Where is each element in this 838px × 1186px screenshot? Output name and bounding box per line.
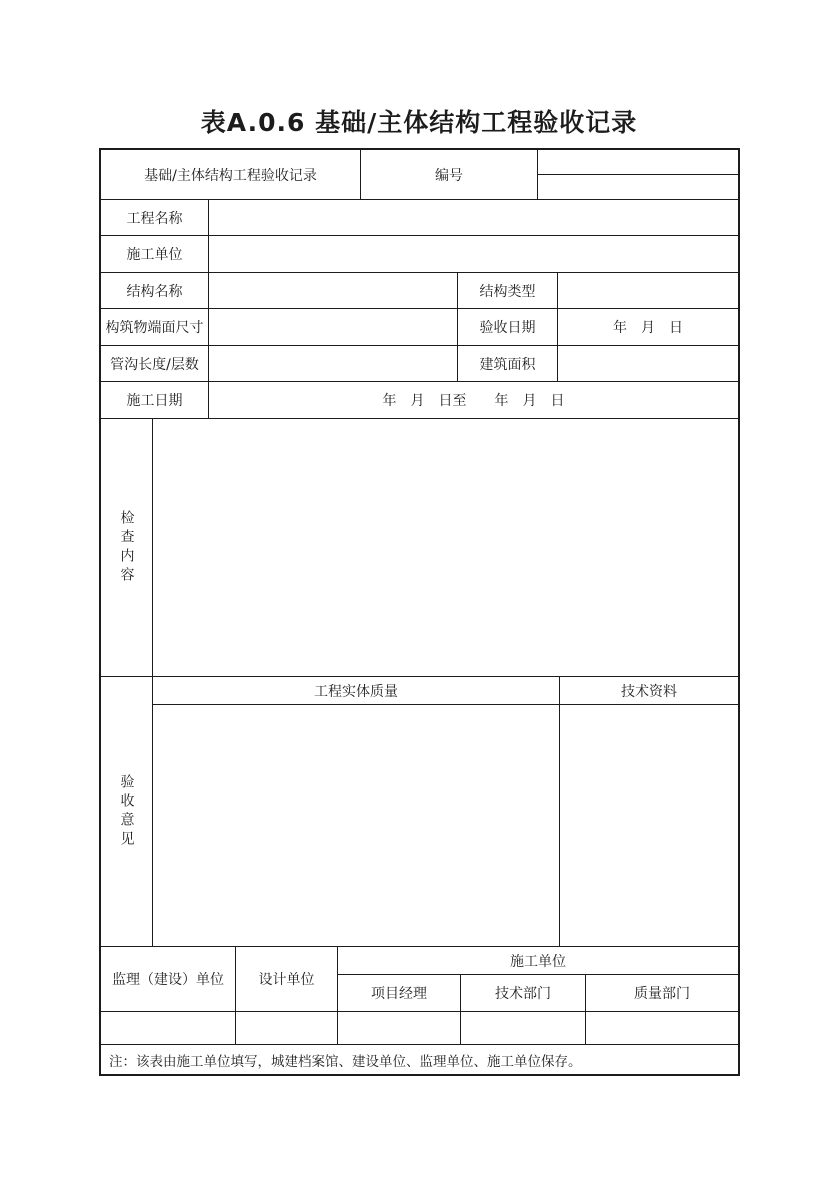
acceptance-opinion-area	[153, 677, 738, 946]
supervision-unit-signature[interactable]	[101, 1012, 236, 1044]
acceptance-date-value[interactable]: 年 月 日	[613, 320, 683, 336]
acceptance-body-subrow	[153, 705, 738, 946]
construction-date-label: 施工日期	[101, 382, 209, 418]
acceptance-opinion-label: 验收意见	[101, 677, 153, 946]
construction-unit-header-subrow	[338, 947, 738, 975]
page-title: 表A.0.6 基础/主体结构工程验收记录	[200, 108, 638, 137]
structure-name-label: 结构名称	[101, 273, 209, 308]
project-manager-signature[interactable]	[338, 1012, 461, 1044]
construction-date-value[interactable]: 年 月 日至 年 月 日	[382, 393, 565, 409]
number-value-top[interactable]	[538, 150, 738, 175]
number-value-stack	[538, 150, 738, 199]
number-value-bottom[interactable]	[538, 175, 738, 200]
inspection-content-row	[101, 419, 738, 677]
form-name-label: 基础/主体结构工程验收记录	[101, 150, 361, 199]
technical-dept-signature[interactable]	[461, 1012, 586, 1044]
quality-dept-signature[interactable]	[586, 1012, 738, 1044]
construction-unit-signature-group	[338, 947, 738, 1011]
acceptance-header-subrow	[153, 677, 738, 705]
building-area-value[interactable]	[558, 346, 738, 381]
end-face-size-row	[101, 309, 738, 346]
construction-unit-value[interactable]	[209, 236, 738, 272]
construction-dept-subrow	[338, 975, 738, 1011]
trench-length-row	[101, 346, 738, 382]
end-face-size-label: 构筑物端面尺寸	[101, 309, 209, 345]
project-name-value[interactable]	[209, 200, 738, 235]
construction-date-row	[101, 382, 738, 419]
construction-unit-label: 施工单位	[101, 236, 209, 272]
acceptance-date-label: 验收日期	[458, 309, 558, 345]
structure-type-label: 结构类型	[458, 273, 558, 308]
end-face-size-value[interactable]	[209, 309, 458, 345]
note-row	[101, 1045, 738, 1074]
quality-dept-label: 质量部门	[634, 986, 690, 1002]
technical-data-header: 技术资料	[621, 683, 677, 700]
entity-quality-header: 工程实体质量	[153, 677, 560, 704]
note-text: 注：该表由施工单位填写，城建档案馆、建设单位、监理单位、施工单位保存。	[109, 1053, 582, 1070]
inspection-content-area[interactable]	[153, 419, 738, 676]
project-name-label: 工程名称	[101, 200, 209, 235]
project-name-row	[101, 200, 738, 236]
design-unit-signature[interactable]	[236, 1012, 338, 1044]
design-unit-label: 设计单位	[236, 947, 338, 1011]
signature-blank-row	[101, 1012, 738, 1045]
structure-name-row	[101, 273, 738, 309]
building-area-label: 建筑面积	[458, 346, 558, 381]
acceptance-opinion-row	[101, 677, 738, 947]
technical-data-area[interactable]	[560, 705, 738, 946]
technical-dept-label: 技术部门	[461, 975, 586, 1011]
entity-quality-area[interactable]	[153, 705, 560, 946]
acceptance-record-table	[99, 148, 740, 1076]
trench-length-value[interactable]	[209, 346, 458, 381]
structure-name-value[interactable]	[209, 273, 458, 308]
number-label: 编号	[361, 150, 538, 199]
supervision-unit-label: 监理（建设）单位	[101, 947, 236, 1011]
structure-type-value[interactable]	[558, 273, 738, 308]
construction-unit-signature-label: 施工单位	[510, 953, 566, 970]
inspection-content-label: 检查内容	[101, 419, 153, 676]
signature-header-row	[101, 947, 738, 1012]
project-manager-label: 项目经理	[338, 975, 461, 1011]
header-row	[101, 150, 738, 200]
construction-unit-row	[101, 236, 738, 273]
trench-length-label: 管沟长度/层数	[101, 346, 209, 381]
